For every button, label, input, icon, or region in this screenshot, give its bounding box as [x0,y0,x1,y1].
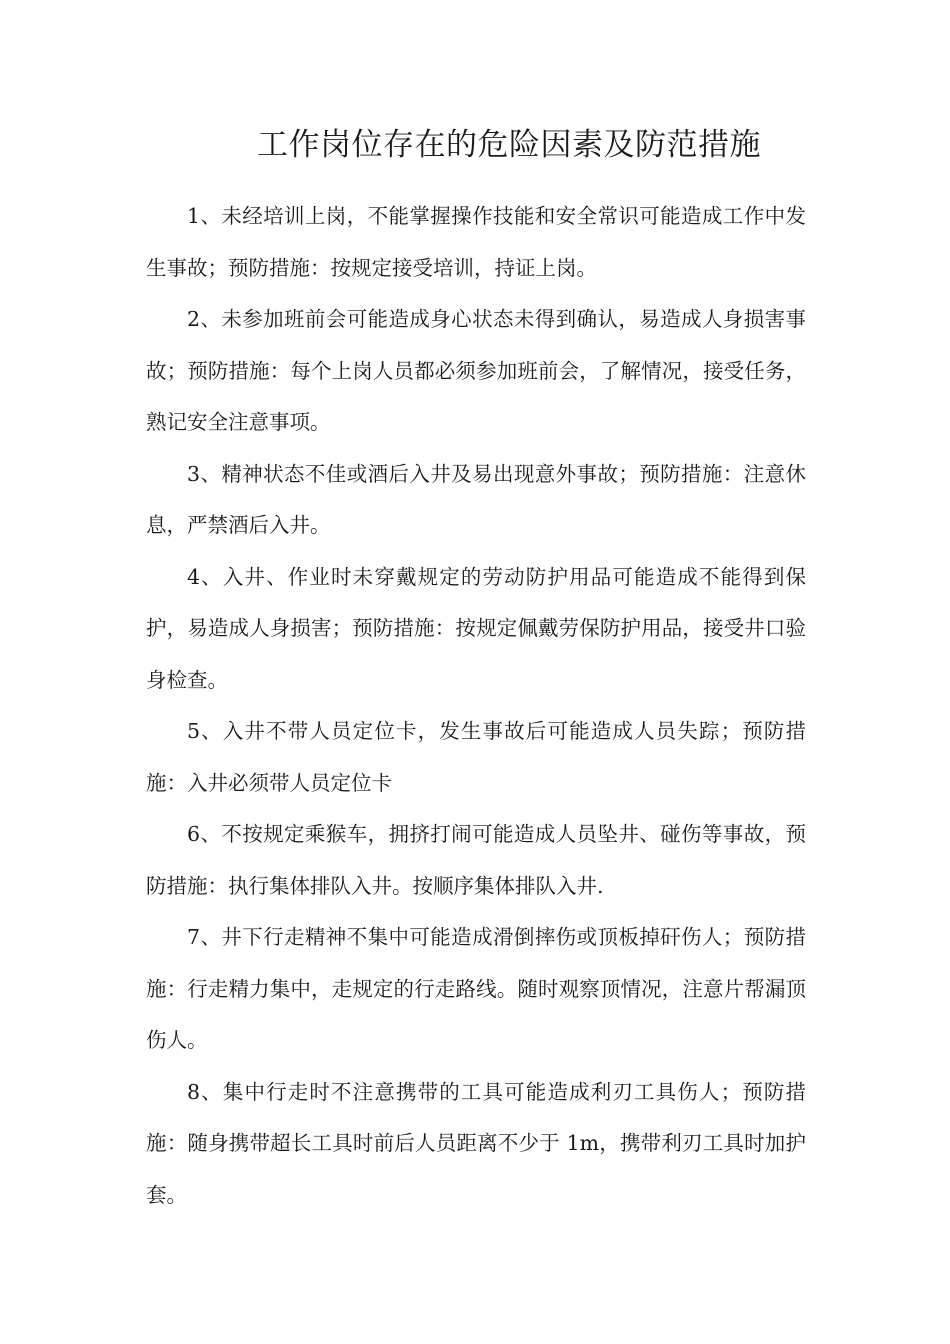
paragraph-2: 2、未参加班前会可能造成身心状态未得到确认，易造成人身损害事故；预防措施：每个上岗人员都必须参加班前会，了解情况，接受任务，熟记安全注意事项。 [146,307,806,434]
paragraph-8: 8、集中行走时不注意携带的工具可能造成利刃工具伤人；预防措施：随身携带超长工具时前后人员距离不少于 1m，携带利刃工具时加护套。 [146,1079,806,1207]
document-title: 工作岗位存在的危险因素及防范措施 [257,127,761,163]
document-body [146,191,806,1221]
paragraph-6: 6、不按规定乘猴车，拥挤打闹可能造成人员坠井、碰伤等事故，预防措施：执行集体排队入井。按顺序集体排队入井. [146,822,806,898]
paragraph-4: 4、入井、作业时未穿戴规定的劳动防护用品可能造成不能得到保护，易造成人身损害；预防措施：按规定佩戴劳保防护用品，接受井口验身检查。 [146,564,806,692]
paragraph-1: 1、未经培训上岗，不能掌握操作技能和安全常识可能造成工作中发生事故；预防措施：按规定接受培训，持证上岗。 [146,204,806,280]
paragraph-7: 7、井下行走精神不集中可能造成滑倒摔伤或顶板掉矸伤人；预防措施：行走精力集中，走规定的行走路线。随时观察顶情况，注意片帮漏顶伤人。 [146,925,806,1052]
paragraph-5: 5、入井不带人员定位卡，发生事故后可能造成人员失踪；预防措施：入井必须带人员定位卡 [146,719,806,795]
paragraph-3: 3、精神状态不佳或酒后入井及易出现意外事故；预防措施：注意休息，严禁酒后入井。 [146,461,806,537]
